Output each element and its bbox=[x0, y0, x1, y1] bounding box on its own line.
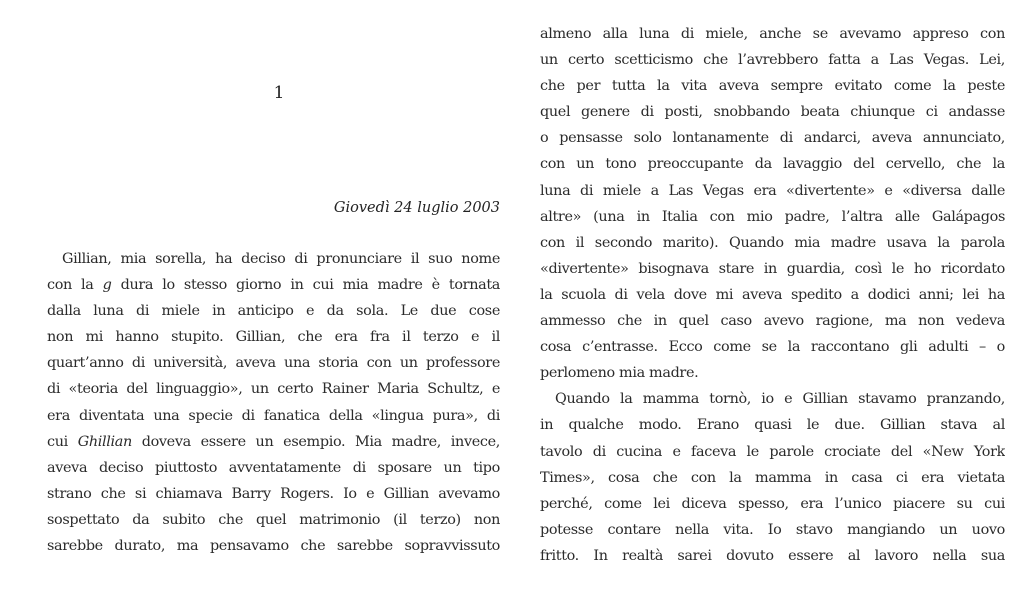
text-line: con un tono preoccupante da lavaggio del cervello, che la bbox=[540, 156, 1005, 173]
text-line: non mi hanno stupito. Gillian, che era fra il terzo e il bbox=[47, 329, 500, 346]
text-line: quart’anno di università, aveva una storia con un professore bbox=[47, 355, 500, 372]
text-line: strano che si chiamava Barry Rogers. Io e Gillian avevamo bbox=[47, 485, 500, 502]
text-line: con il secondo marito). Quando mia madre usava la parola bbox=[540, 234, 1005, 251]
text-run: cui bbox=[47, 433, 78, 450]
text-run: doveva essere un esempio. Mia madre, invece, bbox=[131, 433, 500, 450]
text-run: con la bbox=[47, 277, 103, 294]
italic-name-ghillian: Ghillian bbox=[77, 433, 132, 450]
text-line: «divertente» bisognava stare in guardia, così le ho ricordato bbox=[540, 260, 1005, 277]
text-line: fritto. In realtà sarei dovuto essere al lavoro nella sua bbox=[540, 547, 1005, 564]
text-line: che per tutta la vita aveva sempre evitato come la peste bbox=[540, 78, 1005, 95]
right-page-text bbox=[540, 21, 1005, 569]
right-page bbox=[512, 0, 1024, 595]
italic-letter-g: g bbox=[102, 277, 112, 294]
text-line: cosa c’entrasse. Ecco come se la raccontano gli adulti – o bbox=[540, 339, 1005, 356]
chapter-number: 1 bbox=[273, 83, 285, 103]
text-line: perlomeno mia madre. bbox=[540, 365, 699, 382]
text-line: dalla luna di miele in anticipo e da sola. Le due cose bbox=[47, 303, 500, 320]
text-line bbox=[47, 429, 500, 455]
chapter-date: Giovedì 24 luglio 2003 bbox=[333, 200, 500, 216]
text-line: altre» (una in Italia con mio padre, l’altra alle Galápagos bbox=[540, 208, 1005, 225]
text-line: aveva deciso piuttosto avventatamente di sposare un tipo bbox=[47, 459, 500, 476]
text-line: o pensasse solo lontanamente di andarci, aveva annunciato, bbox=[540, 130, 1005, 147]
text-line: potesse contare nella vita. Io stavo mangiando un uovo bbox=[540, 521, 1005, 538]
text-line: era diventata una specie di fanatica della «lingua pura», di bbox=[47, 407, 500, 424]
text-line: ammesso che in quel caso avevo ragione, ma non vedeva bbox=[540, 313, 1005, 330]
text-line bbox=[47, 272, 500, 298]
text-run: dura lo stesso giorno in cui mia madre è tornata bbox=[111, 277, 500, 294]
text-line: perché, come lei diceva spesso, era l’unico piacere su cui bbox=[540, 495, 1005, 512]
left-page-text bbox=[47, 246, 500, 559]
text-line: quel genere di posti, snobbando beata chiunque ci andasse bbox=[540, 104, 1005, 121]
text-line: di «teoria del linguaggio», un certo Rainer Maria Schultz, e bbox=[47, 381, 500, 398]
text-line: sospettato da subito che quel matrimonio (il terzo) non bbox=[47, 511, 500, 528]
text-line: Gillian, mia sorella, ha deciso di pronunciare il suo nome bbox=[62, 251, 500, 267]
text-line: la scuola di vela dove mi aveva spedito a dodici anni; lei ha bbox=[540, 286, 1005, 303]
text-line: Quando la mamma tornò, io e Gillian stavamo pranzando, bbox=[555, 391, 1005, 408]
text-line: un certo scetticismo che l’avrebbero fatta a Las Vegas. Lei, bbox=[540, 52, 1005, 69]
text-line: sarebbe durato, ma pensavamo che sarebbe sopravvissuto bbox=[47, 538, 500, 555]
text-line: tavolo di cucina e faceva le parole crociate del «New York bbox=[540, 443, 1005, 460]
text-line: almeno alla luna di miele, anche se avevamo appreso con bbox=[540, 26, 1005, 42]
text-line: Times», cosa che con la mamma in casa ci era vietata bbox=[540, 469, 1005, 486]
text-line: luna di miele a Las Vegas era «divertente» e «diversa dalle bbox=[540, 182, 1005, 199]
text-line: in qualche modo. Erano quasi le due. Gillian stava al bbox=[540, 417, 1005, 434]
